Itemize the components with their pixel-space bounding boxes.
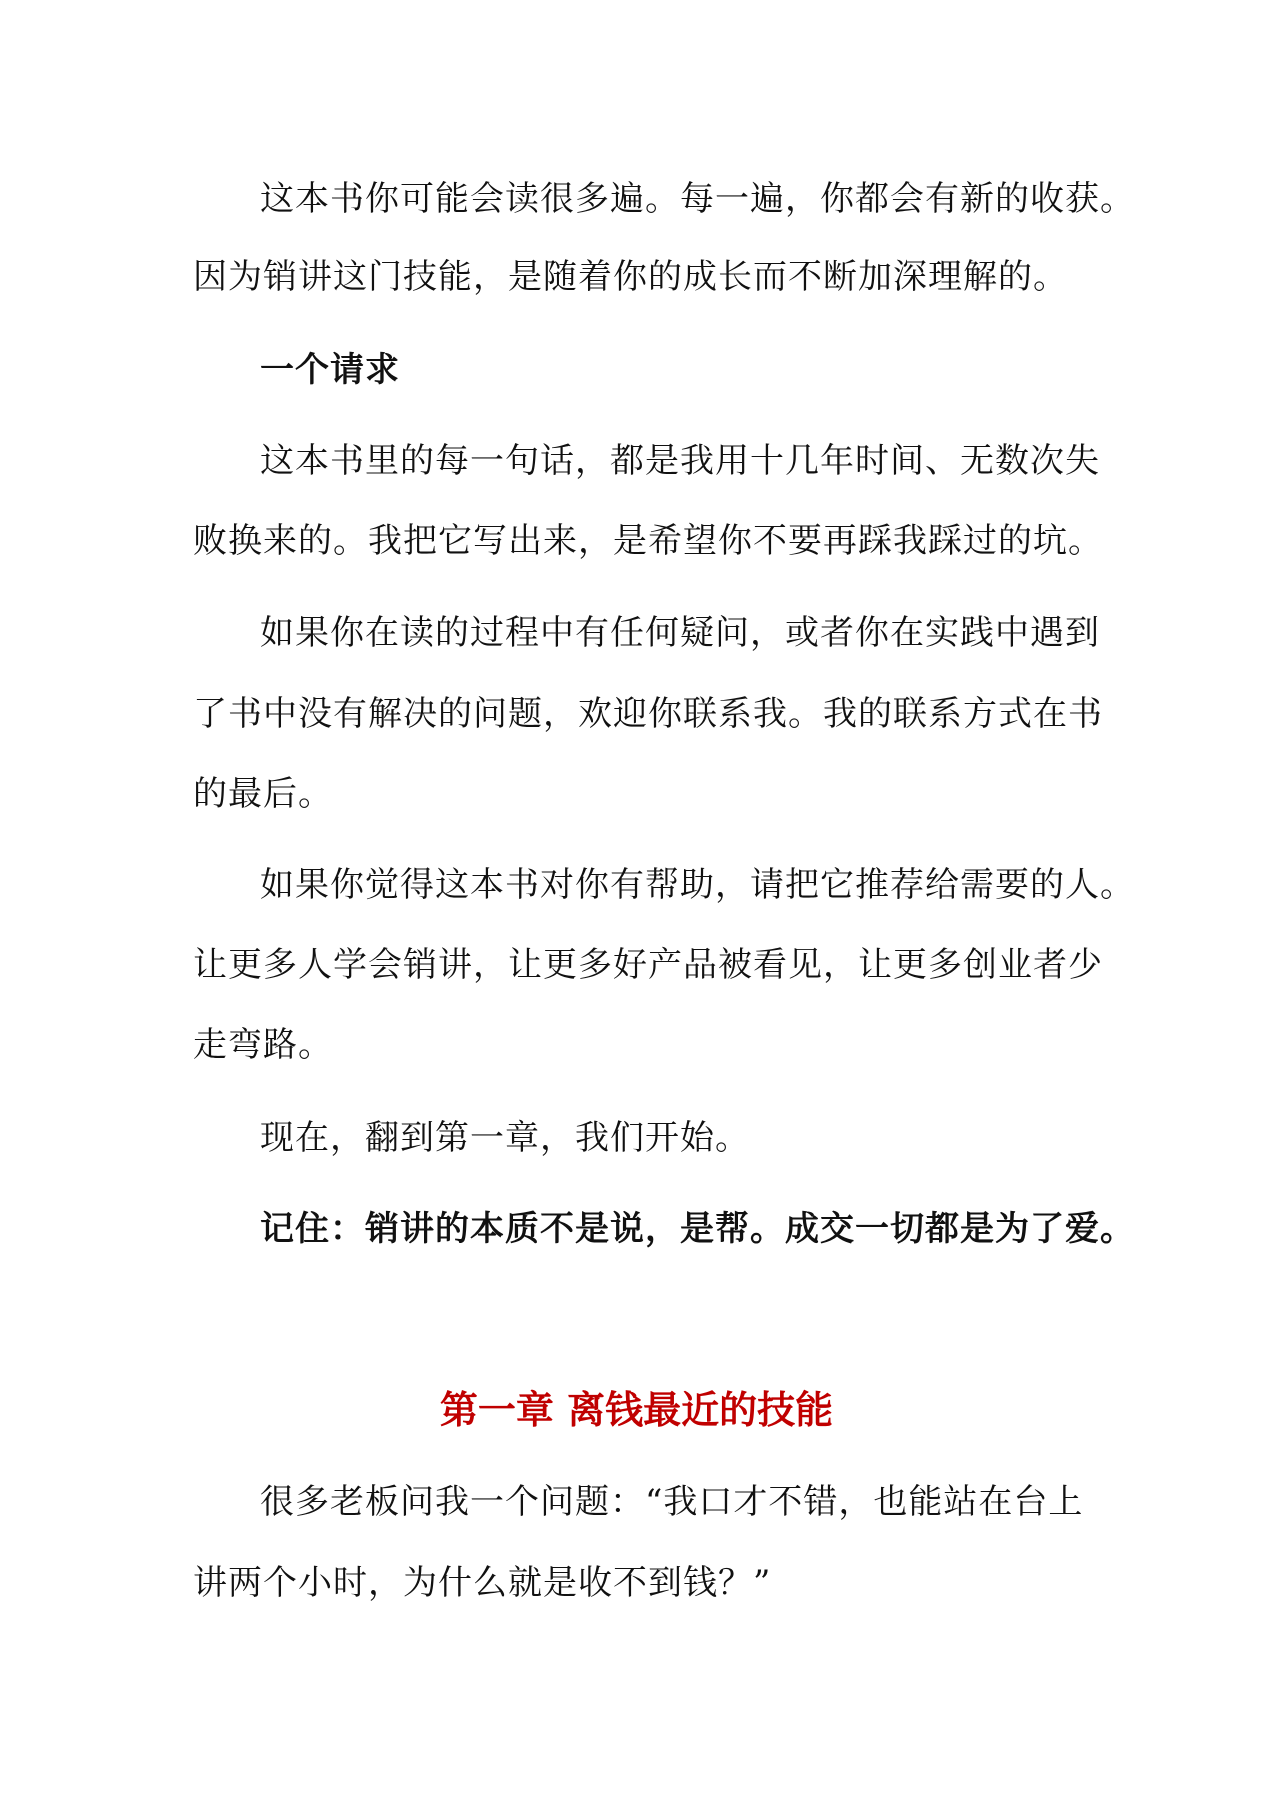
- section-heading-request: 一个请求: [260, 350, 400, 390]
- paragraph-1-line-2: 因为销讲这门技能，是随着你的成长而不断加深理解的。: [193, 257, 1068, 297]
- chapter-paragraph-1-line-1: 很多老板问我一个问题：“我口才不错，也能站在台上: [260, 1482, 1084, 1522]
- chapter-paragraph-1-line-2: 讲两个小时，为什么就是收不到钱？”: [193, 1563, 772, 1603]
- paragraph-2-line-2: 败换来的。我把它写出来，是希望你不要再踩我踩过的坑。: [193, 521, 1103, 561]
- paragraph-5: 现在，翻到第一章，我们开始。: [260, 1118, 750, 1158]
- paragraph-4-line-2: 让更多人学会销讲，让更多好产品被看见，让更多创业者少: [193, 945, 1103, 985]
- paragraph-4-line-3: 走弯路。: [193, 1025, 333, 1065]
- chapter-title: 第一章 离钱最近的技能: [439, 1388, 834, 1432]
- paragraph-2-line-1: 这本书里的每一句话，都是我用十几年时间、无数次失: [260, 441, 1100, 481]
- paragraph-4-line-1: 如果你觉得这本书对你有帮助，请把它推荐给需要的人。: [260, 865, 1135, 905]
- paragraph-1-line-1: 这本书你可能会读很多遍。每一遍，你都会有新的收获。: [260, 179, 1135, 219]
- paragraph-3-line-1: 如果你在读的过程中有任何疑问，或者你在实践中遇到: [260, 613, 1100, 653]
- paragraph-3-line-3: 的最后。: [193, 774, 333, 814]
- paragraph-3-line-2: 了书中没有解决的问题，欢迎你联系我。我的联系方式在书: [193, 694, 1103, 734]
- closing-statement-bold: 记住：销讲的本质不是说，是帮。成交一切都是为了爱。: [260, 1209, 1135, 1249]
